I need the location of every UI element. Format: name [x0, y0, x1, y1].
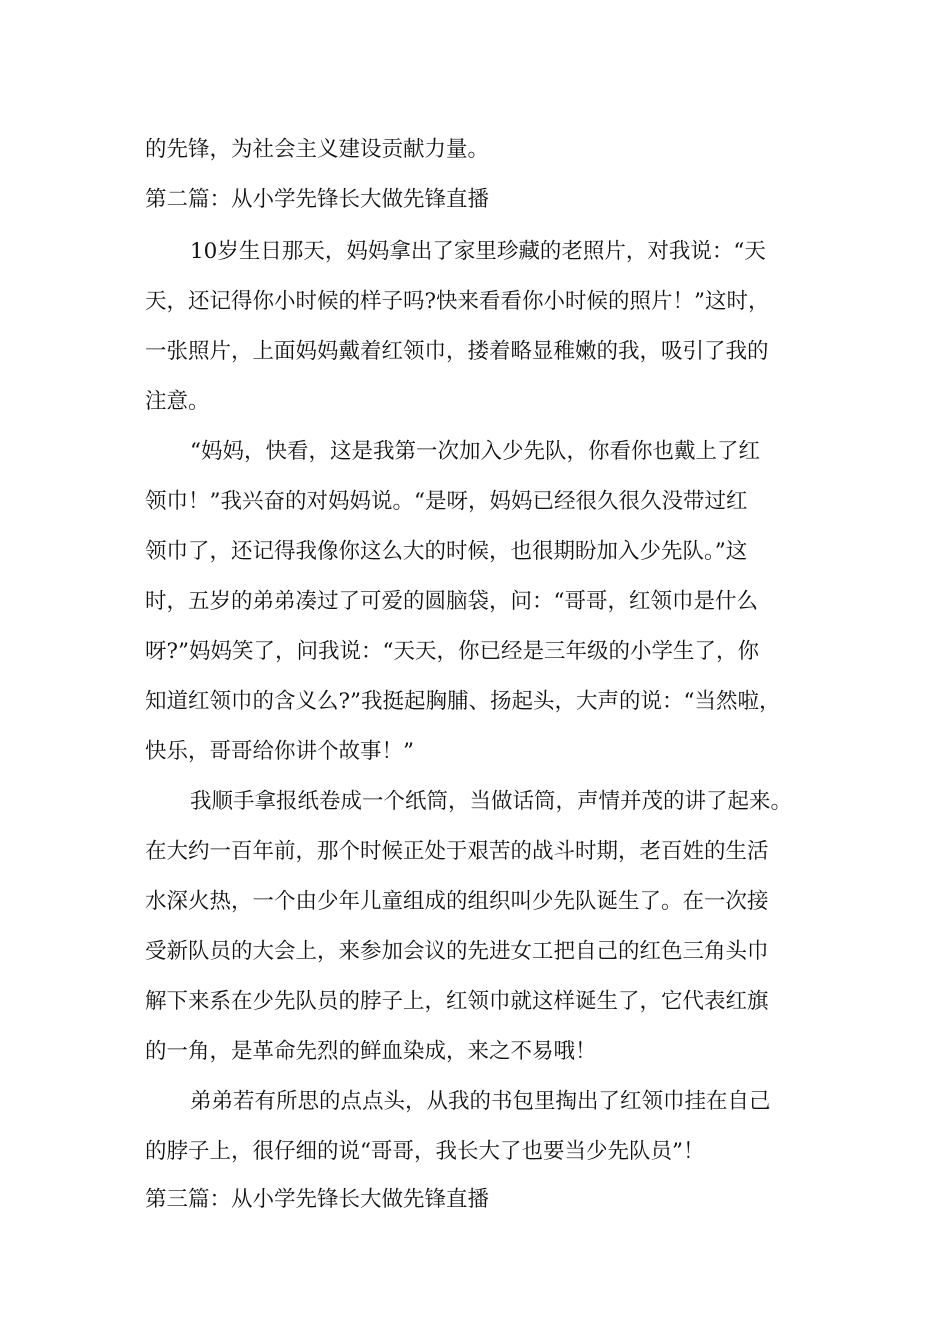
body-text-line: 的脖子上，很仔细的说“哥哥，我长大了也要当少先队员”！: [145, 1139, 705, 1164]
body-text-line: 知道红领巾的含义么?”我挺起胸脯、扬起头，大声的说：“当然啦，: [145, 689, 781, 714]
body-text-line: 水深火热，一个由少年儿童组成的组织叫少先队诞生了。在一次接: [145, 889, 769, 914]
body-text-line: 的一角，是革命先烈的鲜血染成，来之不易哦！: [145, 1039, 597, 1064]
body-text-line: 一张照片，上面妈妈戴着红领巾，搂着略显稚嫩的我，吸引了我的: [145, 339, 769, 364]
paragraph-first-line: 弟弟若有所思的点点头，从我的书包里掏出了红领巾挂在自己: [190, 1089, 771, 1114]
paragraph-first-line: 我顺手拿报纸卷成一个纸筒，当做话筒，声情并茂的讲了起来。: [190, 789, 793, 814]
body-text-line: 注意。: [145, 389, 210, 414]
body-text-line: 时，五岁的弟弟凑过了可爱的圆脑袋，问：“哥哥，红领巾是什么: [145, 589, 758, 614]
body-text-line: 呀?”妈妈笑了，问我说：“天天，你已经是三年级的小学生了，你: [145, 639, 760, 664]
paragraph-first-line: “妈妈，快看，这是我第一次加入少先队，你看你也戴上了红: [190, 439, 760, 464]
body-text-line: 受新队员的大会上，来参加会议的先进女工把自己的红色三角头巾: [145, 939, 769, 964]
body-text-line: 天，还记得你小时候的样子吗?快来看看你小时候的照片！”这时，: [145, 289, 770, 314]
section-heading: 第二篇：从小学先锋长大做先锋直播: [145, 187, 490, 212]
body-text-line: 在大约一百年前，那个时候正处于艰苦的战斗时期，老百姓的生活: [145, 839, 769, 864]
body-text-line: 领巾！”我兴奋的对妈妈说。“是呀，妈妈已经很久很久没带过红: [145, 489, 748, 514]
body-text-line: 快乐，哥哥给你讲个故事！”: [145, 739, 414, 764]
section-heading: 第三篇：从小学先锋长大做先锋直播: [145, 1187, 490, 1212]
body-text-line: 的先锋，为社会主义建设贡献力量。: [145, 137, 490, 162]
paragraph-first-line: 10岁生日那天，妈妈拿出了家里珍藏的老照片，对我说：“天: [190, 239, 766, 264]
body-text-line: 解下来系在少先队员的脖子上，红领巾就这样诞生了，它代表红旗: [145, 989, 769, 1014]
body-text-line: 领巾了，还记得我像你这么大的时候，也很期盼加入少先队。”这: [145, 539, 748, 564]
